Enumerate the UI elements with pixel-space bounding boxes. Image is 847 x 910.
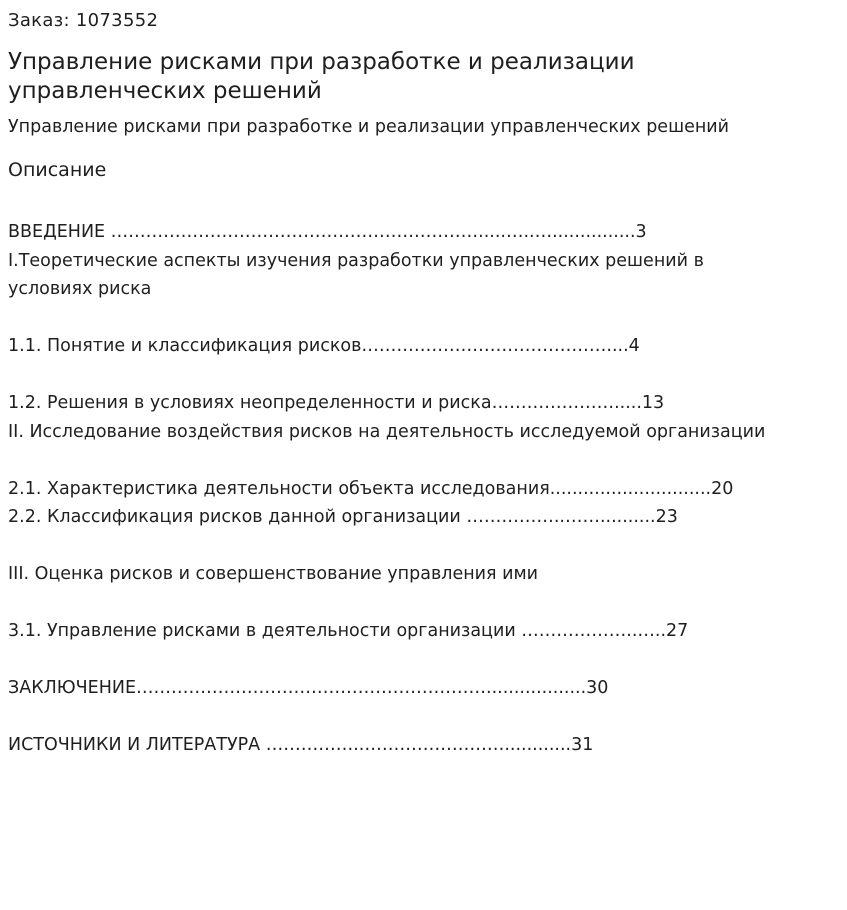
toc-item-chapter-3: III. Оценка рисков и совершенствование управления ими bbox=[8, 564, 539, 584]
toc-item-3-1: 3.1. Управление рисками в деятельности организации ………………..…..27 bbox=[8, 621, 689, 641]
order-number: Заказ: 1073552 bbox=[8, 10, 159, 31]
toc-item-sources: ИСТОЧНИКИ И ЛИТЕРАТУРА ……………..……………………............31 bbox=[8, 735, 594, 755]
description-heading: Описание bbox=[8, 159, 107, 181]
toc-item-chapter-2: II. Исследование воздействия рисков на деятельность исследуемой организации bbox=[8, 422, 766, 442]
toc-item-1-2: 1.2. Решения в условиях неопределенности и риска………………….....13 bbox=[8, 393, 665, 413]
toc-item-chapter-1: I.Теоретические аспекты изучения разработки управленческих решений в условиях риска bbox=[8, 251, 704, 299]
toc-item-conclusion: ЗАКЛЮЧЕНИЕ……………………………………………………..................30 bbox=[8, 678, 609, 698]
toc-item-1-1: 1.1. Понятие и классификация рисков……………………………………....4 bbox=[8, 336, 640, 356]
page-subtitle: Управление рисками при разработке и реализации управленческих решений bbox=[8, 117, 730, 137]
toc-item-introduction: ВВЕДЕНИЕ ……………………………………………………….....…..…...............3 bbox=[8, 222, 647, 242]
page-title: Управление рисками при разработке и реализации управленческих решений bbox=[8, 49, 635, 104]
toc-item-2-1: 2.1. Характеристика деятельности объекта исследования.............................20 bbox=[8, 479, 734, 499]
toc-item-2-2: 2.2. Классификация рисков данной организации ……………..……..........23 bbox=[8, 507, 678, 527]
